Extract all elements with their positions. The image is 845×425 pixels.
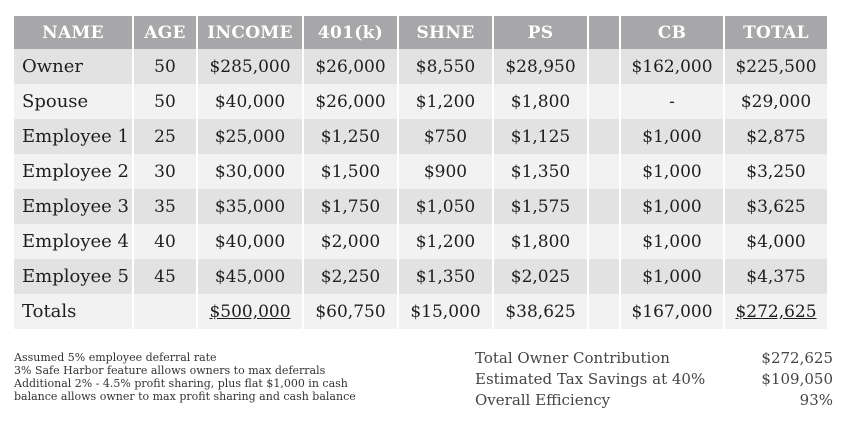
table-row [14, 84, 827, 119]
cell-shne: $900 [399, 154, 492, 189]
header-cb: CB [621, 16, 723, 49]
summary-value: 93% [799, 391, 833, 409]
cell-income: $285,000 [198, 49, 302, 84]
table-row [14, 154, 827, 189]
cell-spacer [589, 224, 619, 259]
cell-name: Spouse [14, 84, 132, 119]
summary-label: Overall Efficiency [475, 391, 611, 409]
cell-name: Employee 2 [14, 154, 132, 189]
contribution-table [12, 16, 829, 329]
cell-income: $35,000 [198, 189, 302, 224]
totals-row [14, 294, 827, 329]
cell-total: $29,000 [725, 84, 827, 119]
cell-shne: $1,200 [399, 224, 492, 259]
cell-shne: $1,200 [399, 84, 492, 119]
total-income: $500,000 [198, 294, 302, 329]
cell-ps: $1,800 [494, 84, 587, 119]
cell-name: Employee 1 [14, 119, 132, 154]
table-row [14, 224, 827, 259]
cell-401k: $26,000 [304, 49, 397, 84]
cell-cb: $1,000 [621, 189, 723, 224]
total-spacer [589, 294, 619, 329]
cell-name: Employee 3 [14, 189, 132, 224]
header-name: NAME [14, 16, 132, 49]
cell-spacer [589, 154, 619, 189]
header-401k: 401(k) [304, 16, 397, 49]
total-401k: $60,750 [304, 294, 397, 329]
cell-cb: $1,000 [621, 154, 723, 189]
cell-age: 30 [134, 154, 196, 189]
cell-cb: $1,000 [621, 119, 723, 154]
cell-age: 45 [134, 259, 196, 294]
cell-income: $40,000 [198, 224, 302, 259]
cell-spacer [589, 259, 619, 294]
cell-shne: $8,550 [399, 49, 492, 84]
cell-age: 50 [134, 84, 196, 119]
cell-cb: $162,000 [621, 49, 723, 84]
cell-401k: $26,000 [304, 84, 397, 119]
summary-panel [475, 348, 833, 411]
summary-label: Estimated Tax Savings at 40% [475, 370, 706, 388]
cell-total: $4,000 [725, 224, 827, 259]
cell-name: Employee 5 [14, 259, 132, 294]
table-row [14, 189, 827, 224]
note-line: Assumed 5% employee deferral rate [14, 351, 217, 364]
cell-ps: $2,025 [494, 259, 587, 294]
cell-total: $3,625 [725, 189, 827, 224]
total-ps: $38,625 [494, 294, 587, 329]
header-age: AGE [134, 16, 196, 49]
cell-age: 35 [134, 189, 196, 224]
cell-income: $30,000 [198, 154, 302, 189]
cell-total: $2,875 [725, 119, 827, 154]
cell-age: 40 [134, 224, 196, 259]
cell-shne: $1,350 [399, 259, 492, 294]
cell-shne: $1,050 [399, 189, 492, 224]
cell-401k: $2,250 [304, 259, 397, 294]
cell-spacer [589, 84, 619, 119]
table-row [14, 259, 827, 294]
cell-cb: $1,000 [621, 224, 723, 259]
cell-total: $225,500 [725, 49, 827, 84]
cell-ps: $1,350 [494, 154, 587, 189]
note-line: balance allows owner to max profit sharing and cash balance [14, 390, 356, 403]
header-ps: PS [494, 16, 587, 49]
cell-ps: $1,575 [494, 189, 587, 224]
cell-total: $4,375 [725, 259, 827, 294]
cell-ps: $28,950 [494, 49, 587, 84]
cell-401k: $1,500 [304, 154, 397, 189]
cell-cb: $1,000 [621, 259, 723, 294]
table-row [14, 49, 827, 84]
cell-401k: $2,000 [304, 224, 397, 259]
cell-total: $3,250 [725, 154, 827, 189]
assumption-notes [14, 351, 356, 403]
cell-401k: $1,250 [304, 119, 397, 154]
total-name: Totals [14, 294, 132, 329]
header-shne: SHNE [399, 16, 492, 49]
cell-spacer [589, 119, 619, 154]
header-total: TOTAL [725, 16, 827, 49]
cell-ps: $1,800 [494, 224, 587, 259]
cell-income: $45,000 [198, 259, 302, 294]
note-line: 3% Safe Harbor feature allows owners to max deferrals [14, 364, 326, 377]
cell-age: 50 [134, 49, 196, 84]
summary-value: $272,625 [761, 349, 833, 367]
cell-income: $40,000 [198, 84, 302, 119]
summary-row-tax-savings [475, 369, 833, 390]
total-cb: $167,000 [621, 294, 723, 329]
table-row [14, 119, 827, 154]
cell-age: 25 [134, 119, 196, 154]
header-row [14, 16, 827, 49]
cell-name: Owner [14, 49, 132, 84]
summary-row-efficiency [475, 390, 833, 411]
table-body [14, 49, 827, 329]
cell-name: Employee 4 [14, 224, 132, 259]
cell-spacer [589, 49, 619, 84]
summary-row-owner-contribution [475, 348, 833, 369]
cell-shne: $750 [399, 119, 492, 154]
cell-cb: - [621, 84, 723, 119]
cell-ps: $1,125 [494, 119, 587, 154]
cell-401k: $1,750 [304, 189, 397, 224]
header-income: INCOME [198, 16, 302, 49]
total-total: $272,625 [725, 294, 827, 329]
summary-label: Total Owner Contribution [475, 349, 670, 367]
summary-value: $109,050 [761, 370, 833, 388]
header-spacer [589, 16, 619, 49]
total-shne: $15,000 [399, 294, 492, 329]
cell-income: $25,000 [198, 119, 302, 154]
cell-spacer [589, 189, 619, 224]
note-line: Additional 2% - 4.5% profit sharing, plus flat $1,000 in cash [14, 377, 348, 390]
total-age [134, 294, 196, 329]
